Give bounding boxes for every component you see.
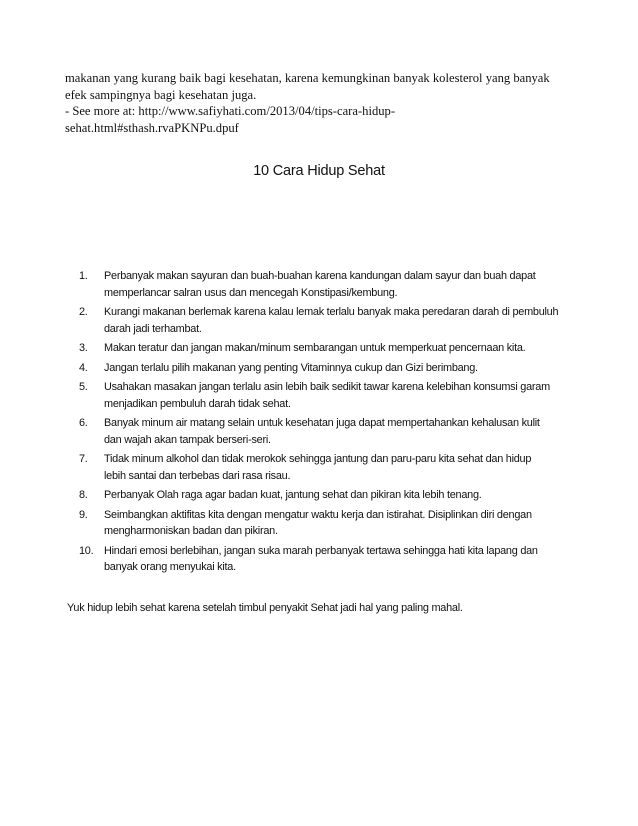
list-number: 3.	[79, 342, 88, 354]
list-number: 5.	[79, 381, 88, 393]
list-item	[67, 543, 577, 576]
list-number: 10.	[79, 544, 94, 557]
list-item-line: darah jadi terhambat.	[104, 322, 202, 335]
list-number: 8.	[79, 489, 88, 501]
list-number: 2.	[79, 306, 88, 318]
list-item-line: menjadikan pembuluh darah tidak sehat.	[104, 397, 291, 410]
list-number: 1.	[79, 270, 88, 282]
list-item-line: memperlancar salran usus dan mencegah Konstipasi/kembung.	[104, 286, 398, 299]
intro-line: makanan yang kurang baik bagi kesehatan, karena kemungkinan banyak kolesterol yang banyak	[65, 71, 550, 85]
list-item-line: Seimbangkan aktifitas kita dengan mengatur waktu kerja dan istirahat. Disiplinkan diri dengan	[104, 508, 532, 521]
document-title: 10 Cara Hidup Sehat	[253, 163, 385, 179]
intro-line: efek sampingnya bagi kesehatan juga.	[65, 87, 257, 102]
list-item	[67, 360, 577, 377]
source-link-line: - See more at: http://www.safiyhati.com/2013/04/tips-cara-hidup-	[65, 104, 396, 118]
list-number: 6.	[79, 417, 88, 429]
list-item-line: Banyak minum air matang selain untuk kesehatan juga dapat mempertahankan kehalusan kulit	[104, 417, 540, 429]
list-item	[67, 379, 577, 412]
list-item	[67, 451, 577, 484]
list-number: 9.	[79, 508, 88, 521]
list-item-line: Jangan terlalu pilih makanan yang penting Vitaminnya cukup dan Gizi berimbang.	[104, 361, 478, 374]
list-item-line: mengharmoniskan badan dan pikiran.	[104, 525, 278, 537]
list-item	[67, 507, 577, 540]
list-item-line: Perbanyak Olah raga agar badan kuat, jantung sehat dan pikiran kita lebih tenang.	[104, 489, 482, 501]
list-number: 7.	[79, 453, 88, 465]
list-item	[67, 304, 577, 337]
list-item-line: banyak orang menyukai kita.	[104, 561, 236, 573]
list-item-line: Perbanyak makan sayuran dan buah-buahan karena kandungan dalam sayur dan buah dapat	[104, 270, 536, 282]
list-item-line: Makan teratur dan jangan makan/minum sembarangan untuk memperkuat pencernaan kita.	[104, 342, 526, 354]
list-item	[67, 340, 577, 357]
list-number: 4.	[79, 361, 88, 374]
list-item-line: Kurangi makanan berlemak karena kalau lemak terlalu banyak maka peredaran darah di pembuluh	[104, 306, 559, 318]
list-item-line: dan wajah akan tampak berseri-seri.	[104, 433, 271, 446]
list-item-line: lebih santai dan terbebas dari rasa risau.	[104, 469, 291, 482]
list-item	[67, 487, 577, 504]
source-link-line: sehat.html#sthash.rvaPKNPu.dpuf	[65, 120, 239, 135]
list-item-line: Hindari emosi berlebihan, jangan suka marah perbanyak tertawa sehingga hati kita lapang dan	[104, 544, 538, 557]
list-item-line: Tidak minum alkohol dan tidak merokok sehingga jantung dan paru-paru kita sehat dan hidup	[104, 453, 532, 465]
closing-sentence: Yuk hidup lebih sehat karena setelah timbul penyakit Sehat jadi hal yang paling mahal.	[67, 602, 463, 614]
intro-paragraph	[65, 70, 575, 136]
list-item-line: Usahakan masakan jangan terlalu asin lebih baik sedikit tawar karena kelebihan konsumsi garam	[104, 381, 550, 393]
list-item	[67, 268, 577, 301]
tips-list	[67, 268, 577, 579]
list-item	[67, 415, 577, 448]
